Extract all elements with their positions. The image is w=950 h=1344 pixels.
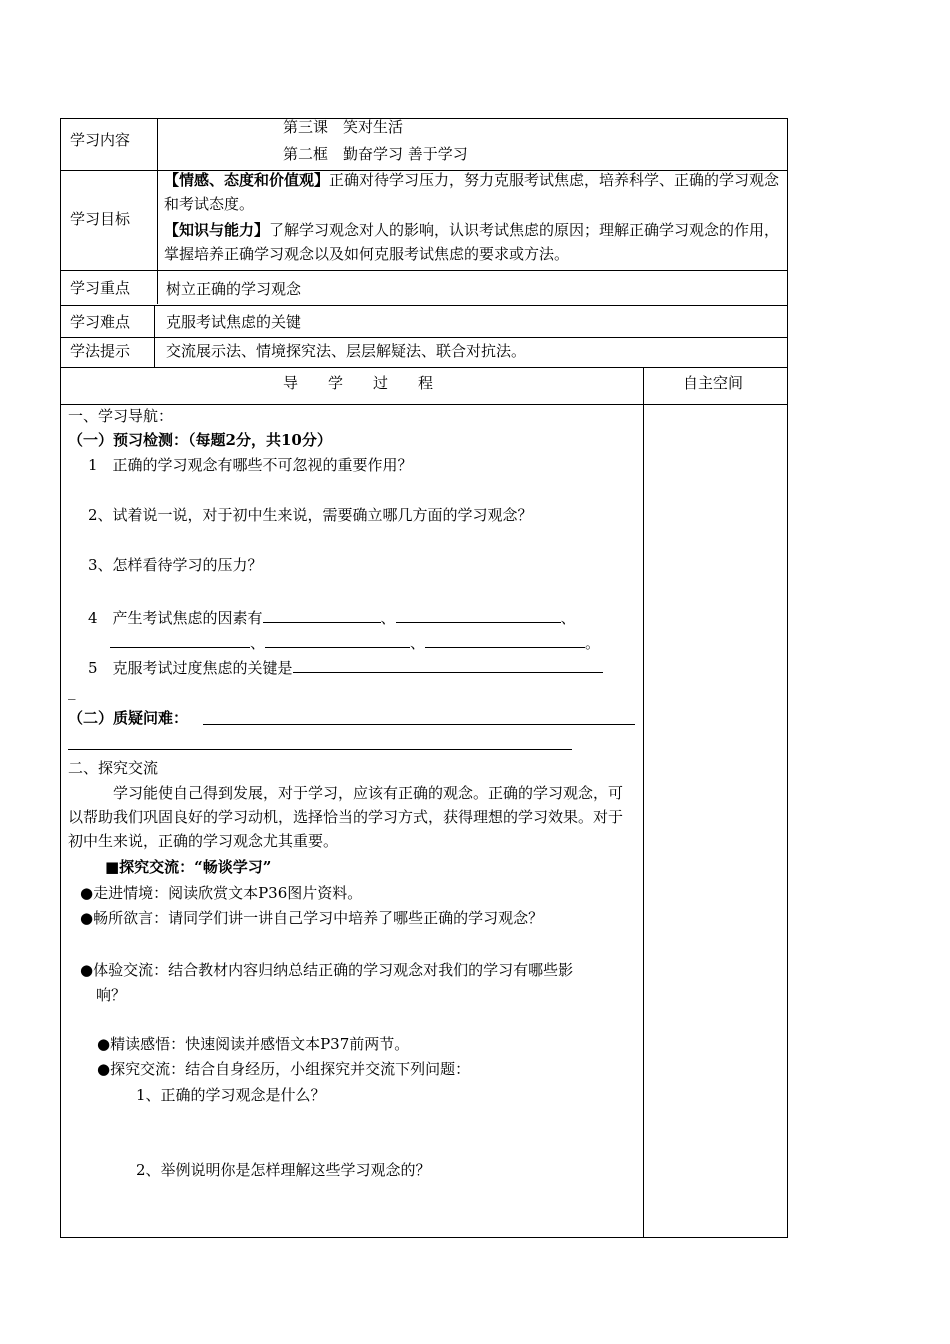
label-focus: 学习重点 <box>70 279 131 297</box>
bullet-reading: ●精读感悟：快速阅读并感悟文本P37前两节。 <box>97 1035 410 1053</box>
bullet-discussion: ●畅所欲言：请同学们讲一讲自己学习中培养了哪些正确的学习观念？ <box>80 909 544 927</box>
answer-blank[interactable] <box>396 606 561 623</box>
label-column-divider <box>154 305 155 367</box>
question-1: 1 正确的学习观念有哪些不可忽视的重要作用？ <box>88 456 413 474</box>
label-method: 学法提示 <box>70 342 131 360</box>
lesson-subtitle: 第二框 勤奋学习 善于学习 <box>283 145 468 163</box>
method-text: 交流展示法、情境探究法、层层解疑法、联合对抗法。 <box>166 342 527 360</box>
goals-knowledge <box>164 218 780 266</box>
section2-title: 二、探究交流 <box>68 759 159 777</box>
goals-attitude <box>164 168 780 216</box>
question-5-tail: _ <box>68 682 76 700</box>
space-header: 自主空间 <box>683 374 744 392</box>
question-3: 3、怎样看待学习的压力？ <box>88 556 263 574</box>
goals-knowledge-text: 了解学习观念对人的影响，认识考试焦虑的原因；理解正确学习观念的作用，掌握培养正确学习观念以及如何克服考试焦虑的要求或方法。 <box>164 221 780 263</box>
space-column-divider <box>643 367 644 1238</box>
row-divider <box>60 404 788 405</box>
answer-blank[interactable] <box>425 631 585 648</box>
bullet-scenario: ●走进情境：阅读欣赏文本P36图片资料。 <box>80 884 363 902</box>
section1-title: 一、学习导航： <box>68 407 174 425</box>
goals-attitude-heading: 【情感、态度和价值观】 <box>164 171 330 189</box>
focus-text: 树立正确的学习观念 <box>166 280 302 298</box>
label-goals: 学习目标 <box>70 210 131 228</box>
lesson-title: 第三课 笑对生活 <box>283 118 404 136</box>
explore-question-1: 1、正确的学习观念是什么？ <box>136 1086 326 1104</box>
row-divider <box>60 270 788 271</box>
row-divider <box>60 337 788 338</box>
label-column-divider <box>157 118 158 304</box>
answer-blank[interactable] <box>110 631 250 648</box>
questions-heading: （二）质疑问难： <box>68 709 189 727</box>
explore-question-2: 2、举例说明你是怎样理解这些学习观念的？ <box>136 1161 431 1179</box>
question-5: 5 克服考试过度焦虑的关键是 <box>88 656 603 678</box>
label-content: 学习内容 <box>70 131 131 149</box>
goals-knowledge-heading: 【知识与能力】 <box>164 221 270 239</box>
bullet-experience-cont: 响？ <box>96 986 127 1004</box>
answer-line[interactable] <box>68 749 572 750</box>
section2-paragraph: 学习能使自己得到发展，对于学习，应该有正确的观念。正确的学习观念，可以帮助我们巩固良好的学习动机，选择恰当的学习方式，获得理想的学习效果。对于初中生来说，正确的学习观念尤其重要。 <box>68 784 624 850</box>
preview-check-heading: （一）预习检测：（每题2分，共10分） <box>68 431 332 449</box>
row-divider <box>60 305 788 306</box>
goals-attitude-text: 正确对待学习压力，努力克服考试焦虑，培养科学、正确的学习观念和考试态度。 <box>164 171 780 213</box>
difficulty-text: 克服考试焦虑的关键 <box>166 313 302 331</box>
answer-blank[interactable] <box>265 631 410 648</box>
explore-heading: ■探究交流：“畅谈学习” <box>105 858 272 876</box>
question-4: 4 产生考试焦虑的因素有 、 、 <box>88 606 576 628</box>
bullet-experience: ●体验交流：结合教材内容归纳总结正确的学习观念对我们的学习有哪些影 <box>80 961 574 979</box>
row-divider <box>60 367 788 368</box>
process-header: 导 学 过 程 <box>283 374 434 392</box>
answer-blank[interactable] <box>263 606 381 623</box>
answer-blank[interactable] <box>293 656 603 673</box>
question-2: 2、试着说一说，对于初中生来说，需要确立哪几方面的学习观念？ <box>88 506 533 524</box>
question-4-continued: 、 、 。 <box>110 631 600 653</box>
bullet-explore: ●探究交流：结合自身经历，小组探究并交流下列问题： <box>97 1060 471 1078</box>
answer-line[interactable] <box>203 724 635 725</box>
label-difficulty: 学习难点 <box>70 313 131 331</box>
